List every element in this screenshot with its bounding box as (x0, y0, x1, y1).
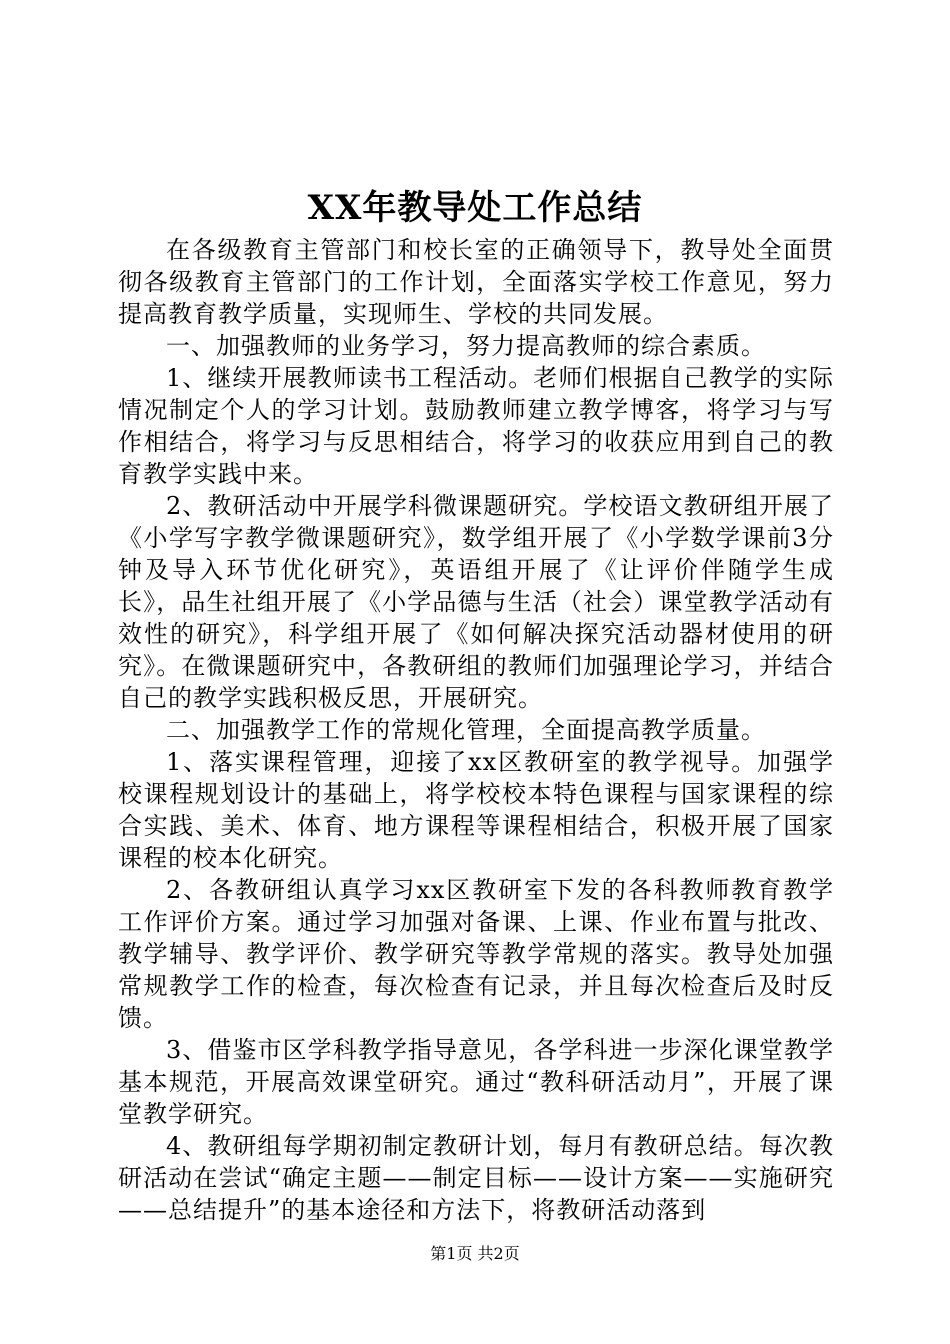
intro-paragraph: 在各级教育主管部门和校长室的正确领导下，教导处全面贯彻各级教育主管部门的工作计划，全面落实学校工作意见，努力提高教育教学质量，实现师生、学校的共同发展。 (118, 236, 834, 328)
section-heading-1: 一、加强教师的业务学习，努力提高教师的综合素质。 (166, 332, 766, 360)
page-footer: 第1页 共2页 (430, 1244, 520, 1263)
document-body (118, 234, 834, 1226)
paragraph-1-1: 1、继续开展教师读书工程活动。老师们根据自己教学的实际情况制定个人的学习计划。鼓励教师建立教学博客，将学习与写作相结合，将学习与反思相结合，将学习的收获应用到自己的教育教学实践中来。 (118, 364, 834, 488)
document-title: XX年教导处工作总结 (307, 188, 643, 228)
paragraph-1-2: 2、教研活动中开展学科微课题研究。学校语文教研组开展了《小学写字教学微课题研究》，数学组开展了《小学数学课前3分钟及导入环节优化研究》，英语组开展了《让评价伴随学生成长》，品生社组开展了《小学品德与生活（社会）课堂教学活动有效性的研究》，科学组开展了《如何解决探究活动器材使用的研究》。在微课题研究中，各教研组的教师们加强理论学习，并结合自己的教学实践积极反思，开展研究。 (118, 492, 834, 712)
paragraph-2-4: 4、教研组每学期初制定教研计划，每月有教研总结。每次教研活动在尝试“确定主题——制定目标——设计方案——实施研究——总结提升”的基本途径和方法下，将教研活动落到 (118, 1132, 834, 1224)
paragraph-2-1: 1、落实课程管理，迎接了xx区教研室的教学视导。加强学校课程规划设计的基础上，将学校校本特色课程与国家课程的综合实践、美术、体育、地方课程等课程相结合，积极开展了国家课程的校本化研究。 (118, 748, 834, 872)
section-heading-2: 二、加强教学工作的常规化管理，全面提高教学质量。 (166, 716, 766, 744)
paragraph-2-3: 3、借鉴市区学科教学指导意见，各学科进一步深化课堂教学基本规范，开展高效课堂研究。通过“教科研活动月”，开展了课堂教学研究。 (118, 1036, 834, 1128)
paragraph-2-2: 2、各教研组认真学习xx区教研室下发的各科教师教育教学工作评价方案。通过学习加强对备课、上课、作业布置与批改、教学辅导、教学评价、教学研究等教学常规的落实。教导处加强常规教学工作的检查，每次检查有记录，并且每次检查后及时反馈。 (118, 876, 834, 1032)
